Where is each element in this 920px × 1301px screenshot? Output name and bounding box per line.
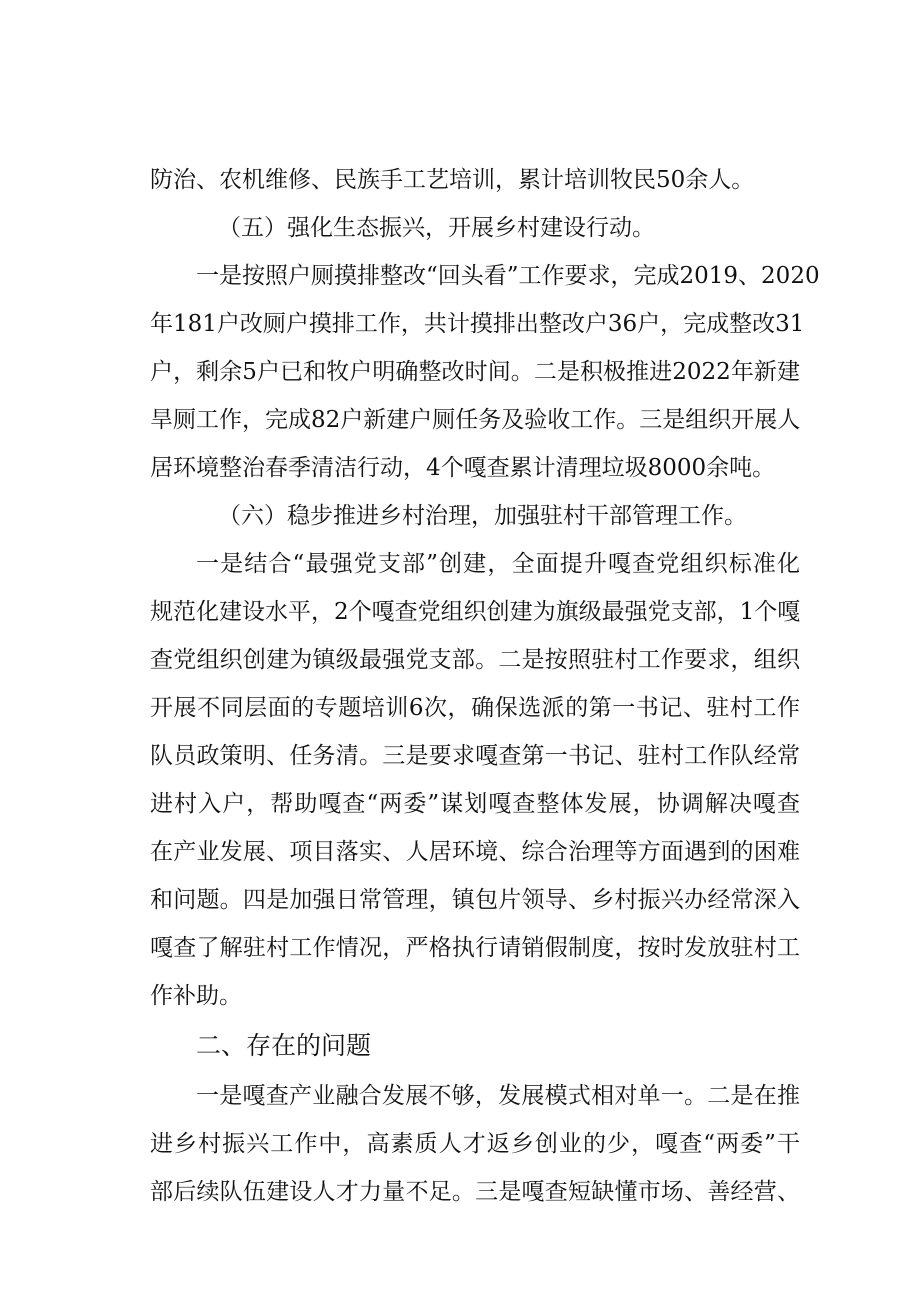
paragraph-line: 进村入户，帮助嘎查“两委”谋划嘎查整体发展，协调解决嘎查: [150, 791, 800, 817]
paragraph-line: 和问题。四是加强日常管理，镇包片领导、乡村振兴办经常深入: [150, 887, 800, 913]
paragraph-line: 一是结合“最强党支部”创建，全面提升嘎查党组织标准化: [196, 551, 800, 577]
paragraph-line: 进乡村振兴工作中，高素质人才返乡创业的少，嘎查“两委”干: [150, 1131, 800, 1157]
document-page: [150, 156, 820, 1216]
paragraph-line: 规范化建设水平，2个嘎查党组织创建为旗级最强党支部，1个嘎: [150, 599, 801, 625]
section-heading: 二、存在的问题: [196, 1031, 372, 1060]
paragraph-line: 嘎查了解驻村工作情况，严格执行请销假制度，按时发放驻村工: [150, 935, 800, 961]
paragraph-line: 开展不同层面的专题培训6次，确保选派的第一书记、驻村工作: [150, 695, 800, 721]
paragraph-line: 作补助。: [150, 983, 242, 1009]
paragraph-line: 旱厕工作，完成82户新建户厕任务及验收工作。三是组织开展人: [150, 407, 801, 433]
paragraph-line: 年181户改厕户摸排工作，共计摸排出整改户36户，完成整改31: [150, 311, 805, 337]
paragraph-line: 一是按照户厕摸排整改“回头看”工作要求，完成2019、2020: [196, 263, 820, 289]
paragraph-line: 居环境整治春季清洁行动，4个嘎查累计清理垃圾8000余吨。: [150, 455, 776, 481]
section-subheading: （五）强化生态振兴，开展乡村建设行动。: [218, 215, 655, 241]
paragraph-line: 部后续队伍建设人才力量不足。三是嘎查短缺懂市场、善经营、: [150, 1179, 800, 1205]
paragraph-line: 在产业发展、项目落实、人居环境、综合治理等方面遇到的困难: [150, 839, 800, 865]
paragraph-line: 查党组织创建为镇级最强党支部。二是按照驻村工作要求，组织: [150, 647, 800, 673]
paragraph-line: 户，剩余5户已和牧户明确整改时间。二是积极推进2022年新建: [150, 359, 800, 385]
paragraph-line: 一是嘎查产业融合发展不够，发展模式相对单一。二是在推: [196, 1083, 800, 1109]
section-subheading: （六）稳步推进乡村治理，加强驻村干部管理工作。: [218, 503, 747, 529]
paragraph-line: 防治、农机维修、民族手工艺培训，累计培训牧民50余人。: [150, 167, 755, 193]
paragraph-line: 队员政策明、任务清。三是要求嘎查第一书记、驻村工作队经常: [150, 743, 800, 769]
